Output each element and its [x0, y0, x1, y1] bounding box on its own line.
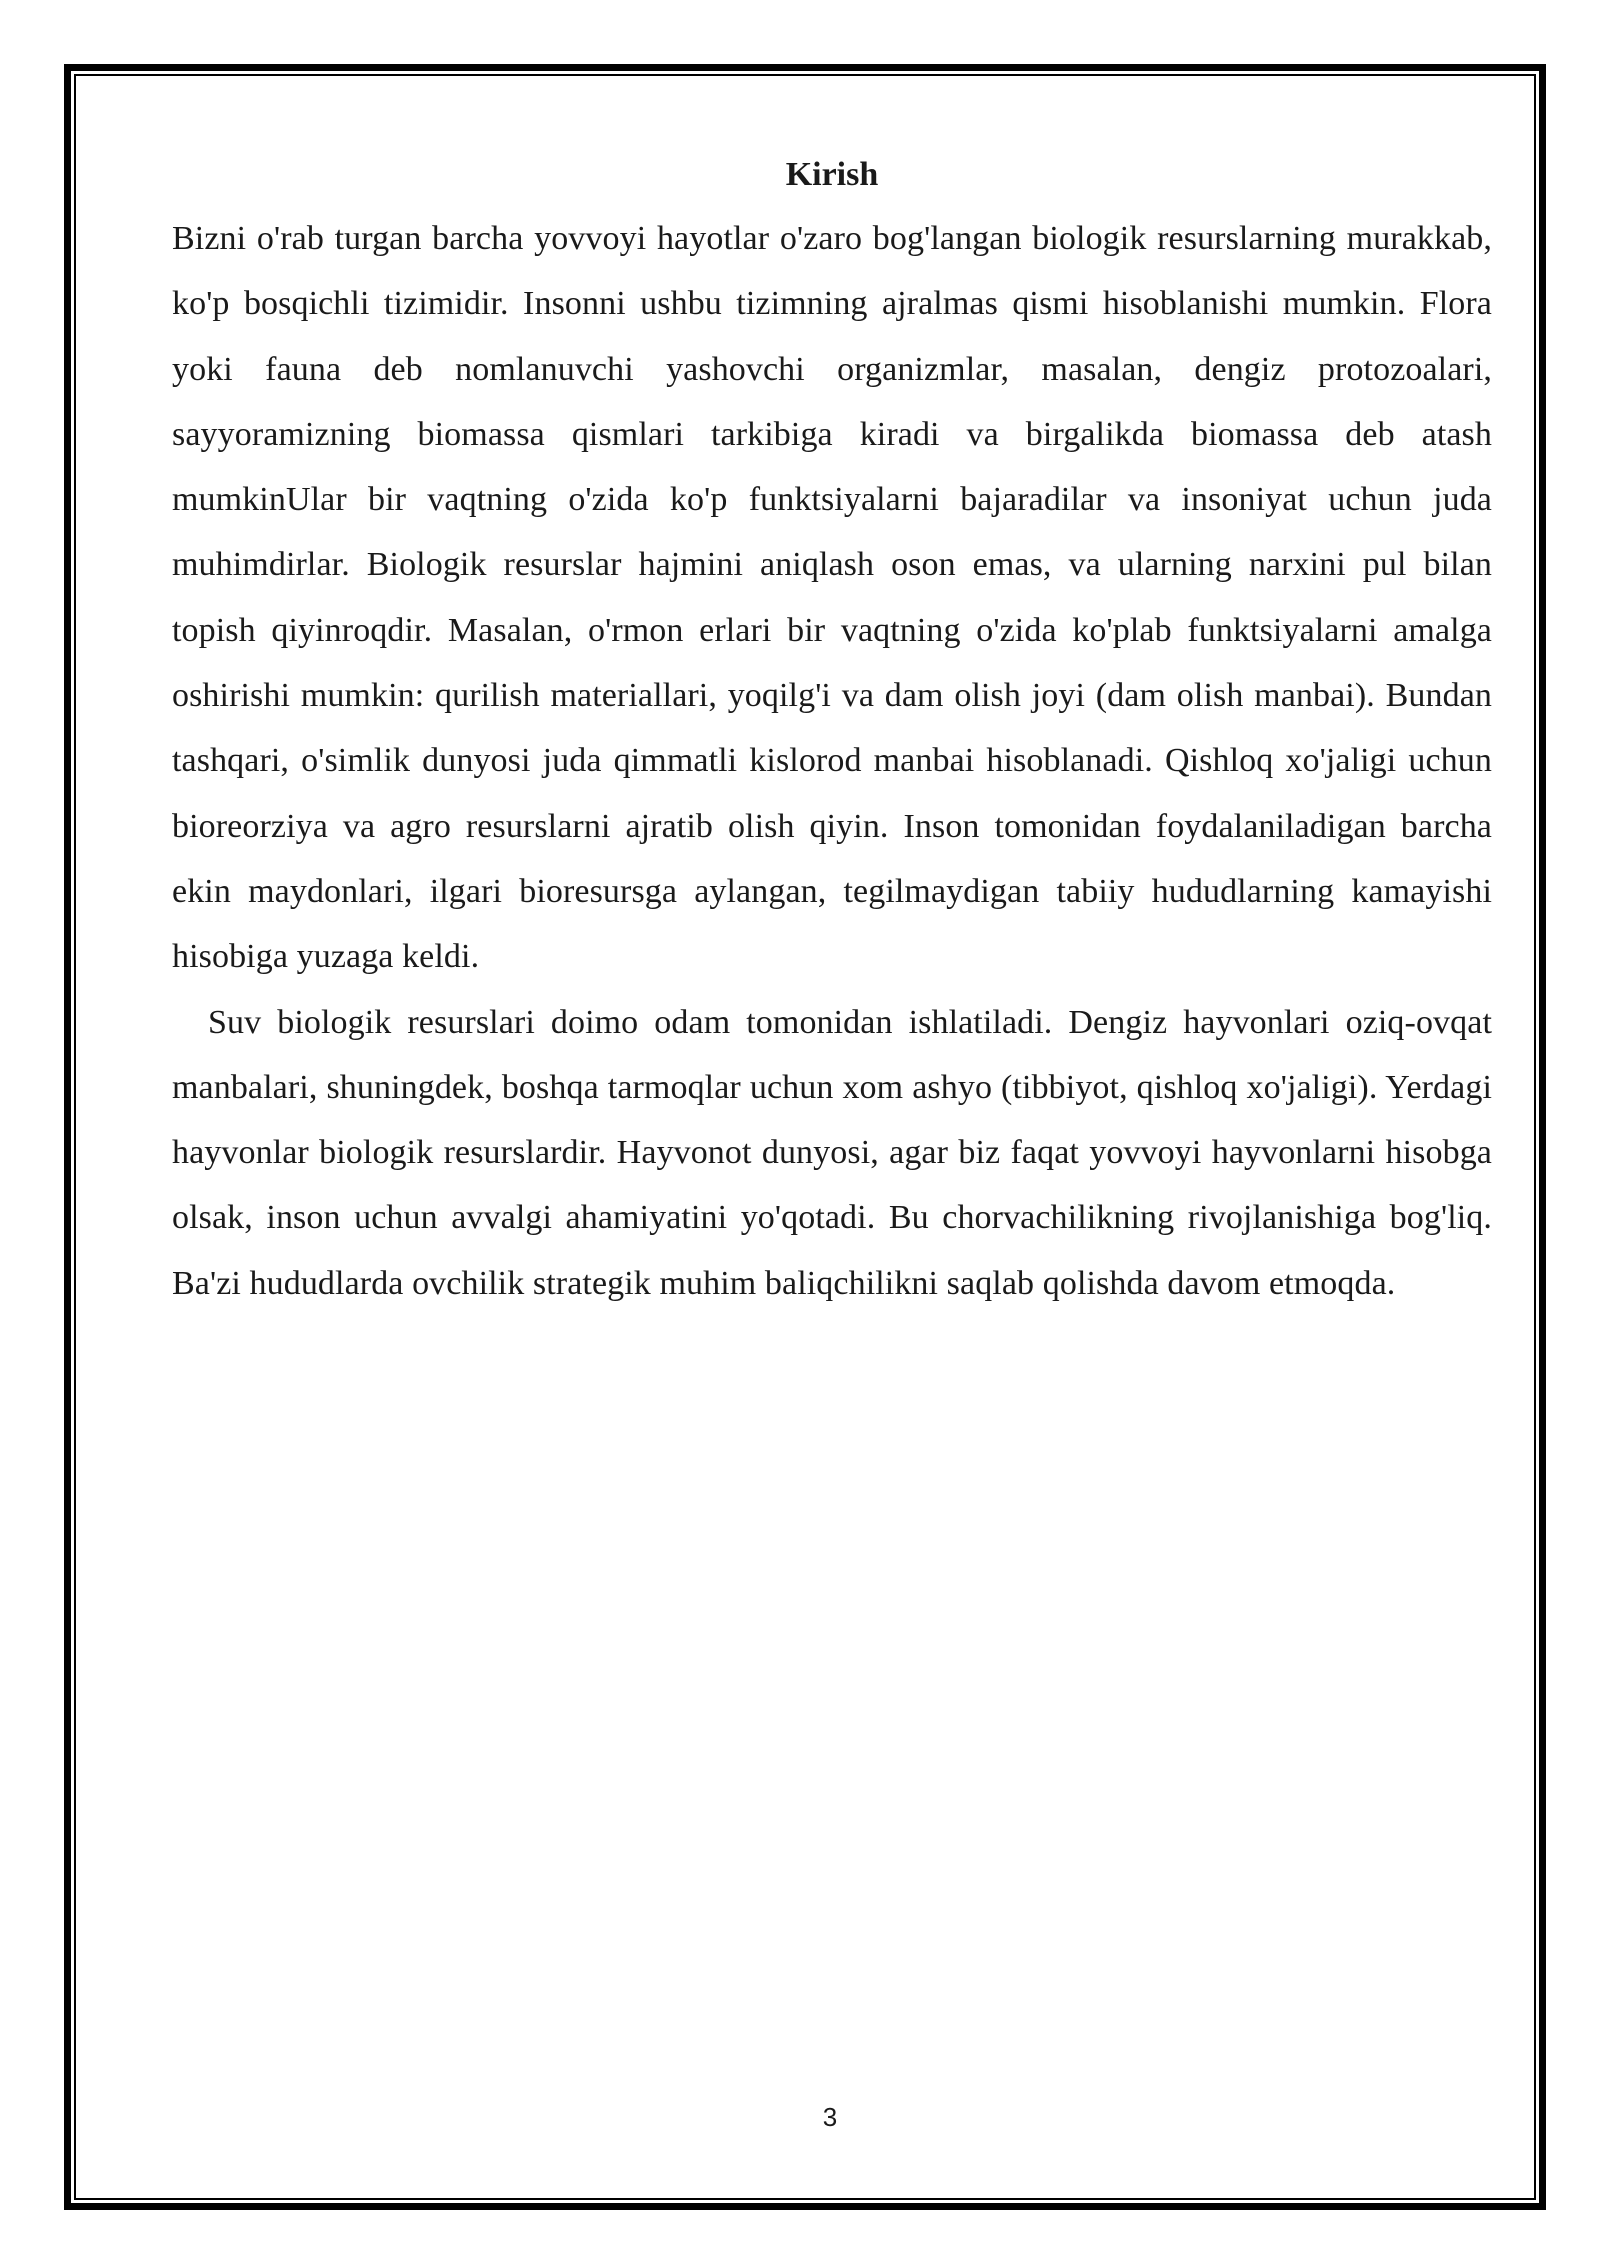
- paragraph-2: Suv biologik resurslari doimo odam tomonidan ishlatiladi. Dengiz hayvonlari oziq-ovqat manbalari, shuningdek, boshqa tarmoqlar uchun xom ashyo (tibbiyot, qishloq xo'jaligi). Yerdagi hayvonlar biologik resurslardir. Hayvonot dunyosi, agar biz faqat yovvoyi hayvonlarni hisobga olsak, inson uchun avvalgi ahamiyatini yo'qotadi. Bu chorvachilikning rivojlanishiga bog'liq. Ba'zi hududlarda ovchilik strategik muhim baliqchilikni saqlab qolishda davom etmoqda.: [172, 1003, 1492, 1302]
- paragraph-1: Bizni o'rab turgan barcha yovvoyi hayotlar o'zaro bog'langan biologik resurslarning murakkab, ko'p bosqichli tizimidir. Insonni ushbu tizimning ajralmas qismi hisoblanishi mumkin. Flora yoki fauna deb nomlanuvchi yashovchi organizmlar, masalan, dengiz protozoalari, sayyoramizning biomassa qismlari tarkibiga kiradi va birgalikda biomassa deb atash mumkinUlar bir vaqtning o'zida ko'p funktsiyalarni bajaradilar va insoniyat uchun juda muhimdirlar. Biologik resurslar hajmini aniqlash oson emas, va ularning narxini pul bilan topish qiyinroqdir. Masalan, o'rmon erlari bir vaqtning o'zida ko'plab funktsiyalarni amalga oshirishi mumkin: qurilish materiallari, yoqilg'i va dam olish joyi (dam olish manbai). Bundan tashqari, o'simlik dunyosi juda qimmatli kislorod manbai hisoblanadi. Qishloq xo'jaligi uchun bioreorziya va agro resurslarni ajratib olish qiyin. Inson tomonidan foydalaniladigan barcha ekin maydonlari, ilgari bioresursga aylangan, tegilmaydigan tabiiy hududlarning kamayishi hisobiga yuzaga keldi.: [172, 220, 1492, 976]
- section-title: Kirish: [785, 156, 879, 193]
- document-body: [172, 148, 1492, 1316]
- page-number: 3: [822, 2102, 838, 2132]
